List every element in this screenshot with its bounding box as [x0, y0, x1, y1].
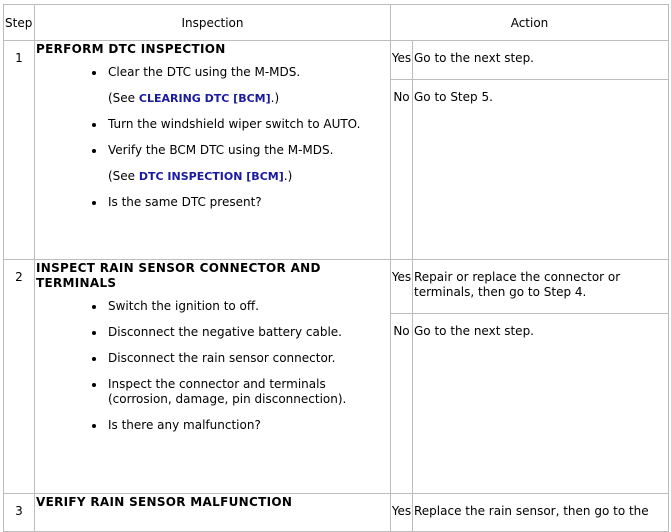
action-option — [391, 314, 668, 493]
reference-prefix: (See — [108, 169, 139, 183]
action-text: Replace the rain sensor, then go to the — [414, 504, 649, 518]
step-number: 2 — [4, 260, 35, 494]
inspection-item: • Verify the BCM DTC using the M-MDS. — [106, 143, 386, 158]
reference-suffix: .) — [270, 91, 280, 105]
reference-link[interactable]: CLEARING DTC [BCM] — [138, 92, 271, 105]
header-row — [4, 5, 669, 41]
action-cell — [391, 260, 669, 494]
answer-label: Yes — [391, 260, 413, 313]
answer-label: No — [391, 314, 413, 493]
action-text: Go to the next step. — [414, 51, 534, 65]
inspection-item: • Is the same DTC present? — [106, 195, 386, 210]
inspection-cell — [35, 494, 391, 532]
inspection-item: • Disconnect the negative battery cable. — [106, 325, 386, 340]
action-option — [391, 260, 668, 314]
inspection-item: • Switch the ignition to off. — [106, 299, 386, 314]
action-cell — [391, 494, 669, 532]
reference-prefix: (See — [108, 91, 139, 105]
action-cell — [391, 41, 669, 260]
inspection-cell — [35, 41, 391, 260]
inspection-cell — [35, 260, 391, 494]
answer-label: Yes — [391, 41, 413, 79]
action-text: Go to Step 5. — [414, 90, 493, 104]
answer-label: No — [391, 80, 413, 259]
action-option — [391, 80, 668, 259]
inspection-item: • Disconnect the rain sensor connector. — [106, 351, 386, 366]
action-text: Go to the next step. — [414, 324, 534, 338]
troubleshooting-table — [3, 4, 669, 532]
table-row — [4, 494, 669, 532]
answer-label: Yes — [391, 494, 413, 531]
table-row — [4, 260, 669, 494]
inspection-item: • Is there any malfunction? — [106, 418, 386, 433]
inspection-header: Inspection — [35, 5, 391, 41]
step-header: Step — [4, 5, 35, 41]
inspection-item: • Inspect the connector and terminals (corrosion, damage, pin disconnection). — [106, 377, 386, 407]
inspection-list — [36, 299, 386, 433]
reference-note — [106, 169, 386, 184]
table-row — [4, 41, 669, 260]
step-number: 1 — [4, 41, 35, 260]
step-number: 3 — [4, 494, 35, 532]
inspection-item: • Clear the DTC using the M-MDS. — [106, 65, 386, 80]
inspection-list — [36, 65, 386, 210]
reference-link[interactable]: DTC INSPECTION [BCM] — [138, 170, 284, 183]
action-option — [391, 41, 668, 80]
inspection-item: • Turn the windshield wiper switch to AUTO. — [106, 117, 386, 132]
reference-note — [106, 91, 386, 106]
step-title: INSPECT RAIN SENSOR CONNECTOR AND TERMINALS — [36, 261, 321, 290]
action-option — [391, 494, 668, 531]
action-header: Action — [391, 5, 669, 41]
step-title: VERIFY RAIN SENSOR MALFUNCTION — [36, 495, 293, 509]
action-text: Repair or replace the connector or terminals, then go to Step 4. — [414, 270, 621, 299]
reference-suffix: .) — [283, 169, 293, 183]
step-title: PERFORM DTC INSPECTION — [36, 42, 226, 56]
